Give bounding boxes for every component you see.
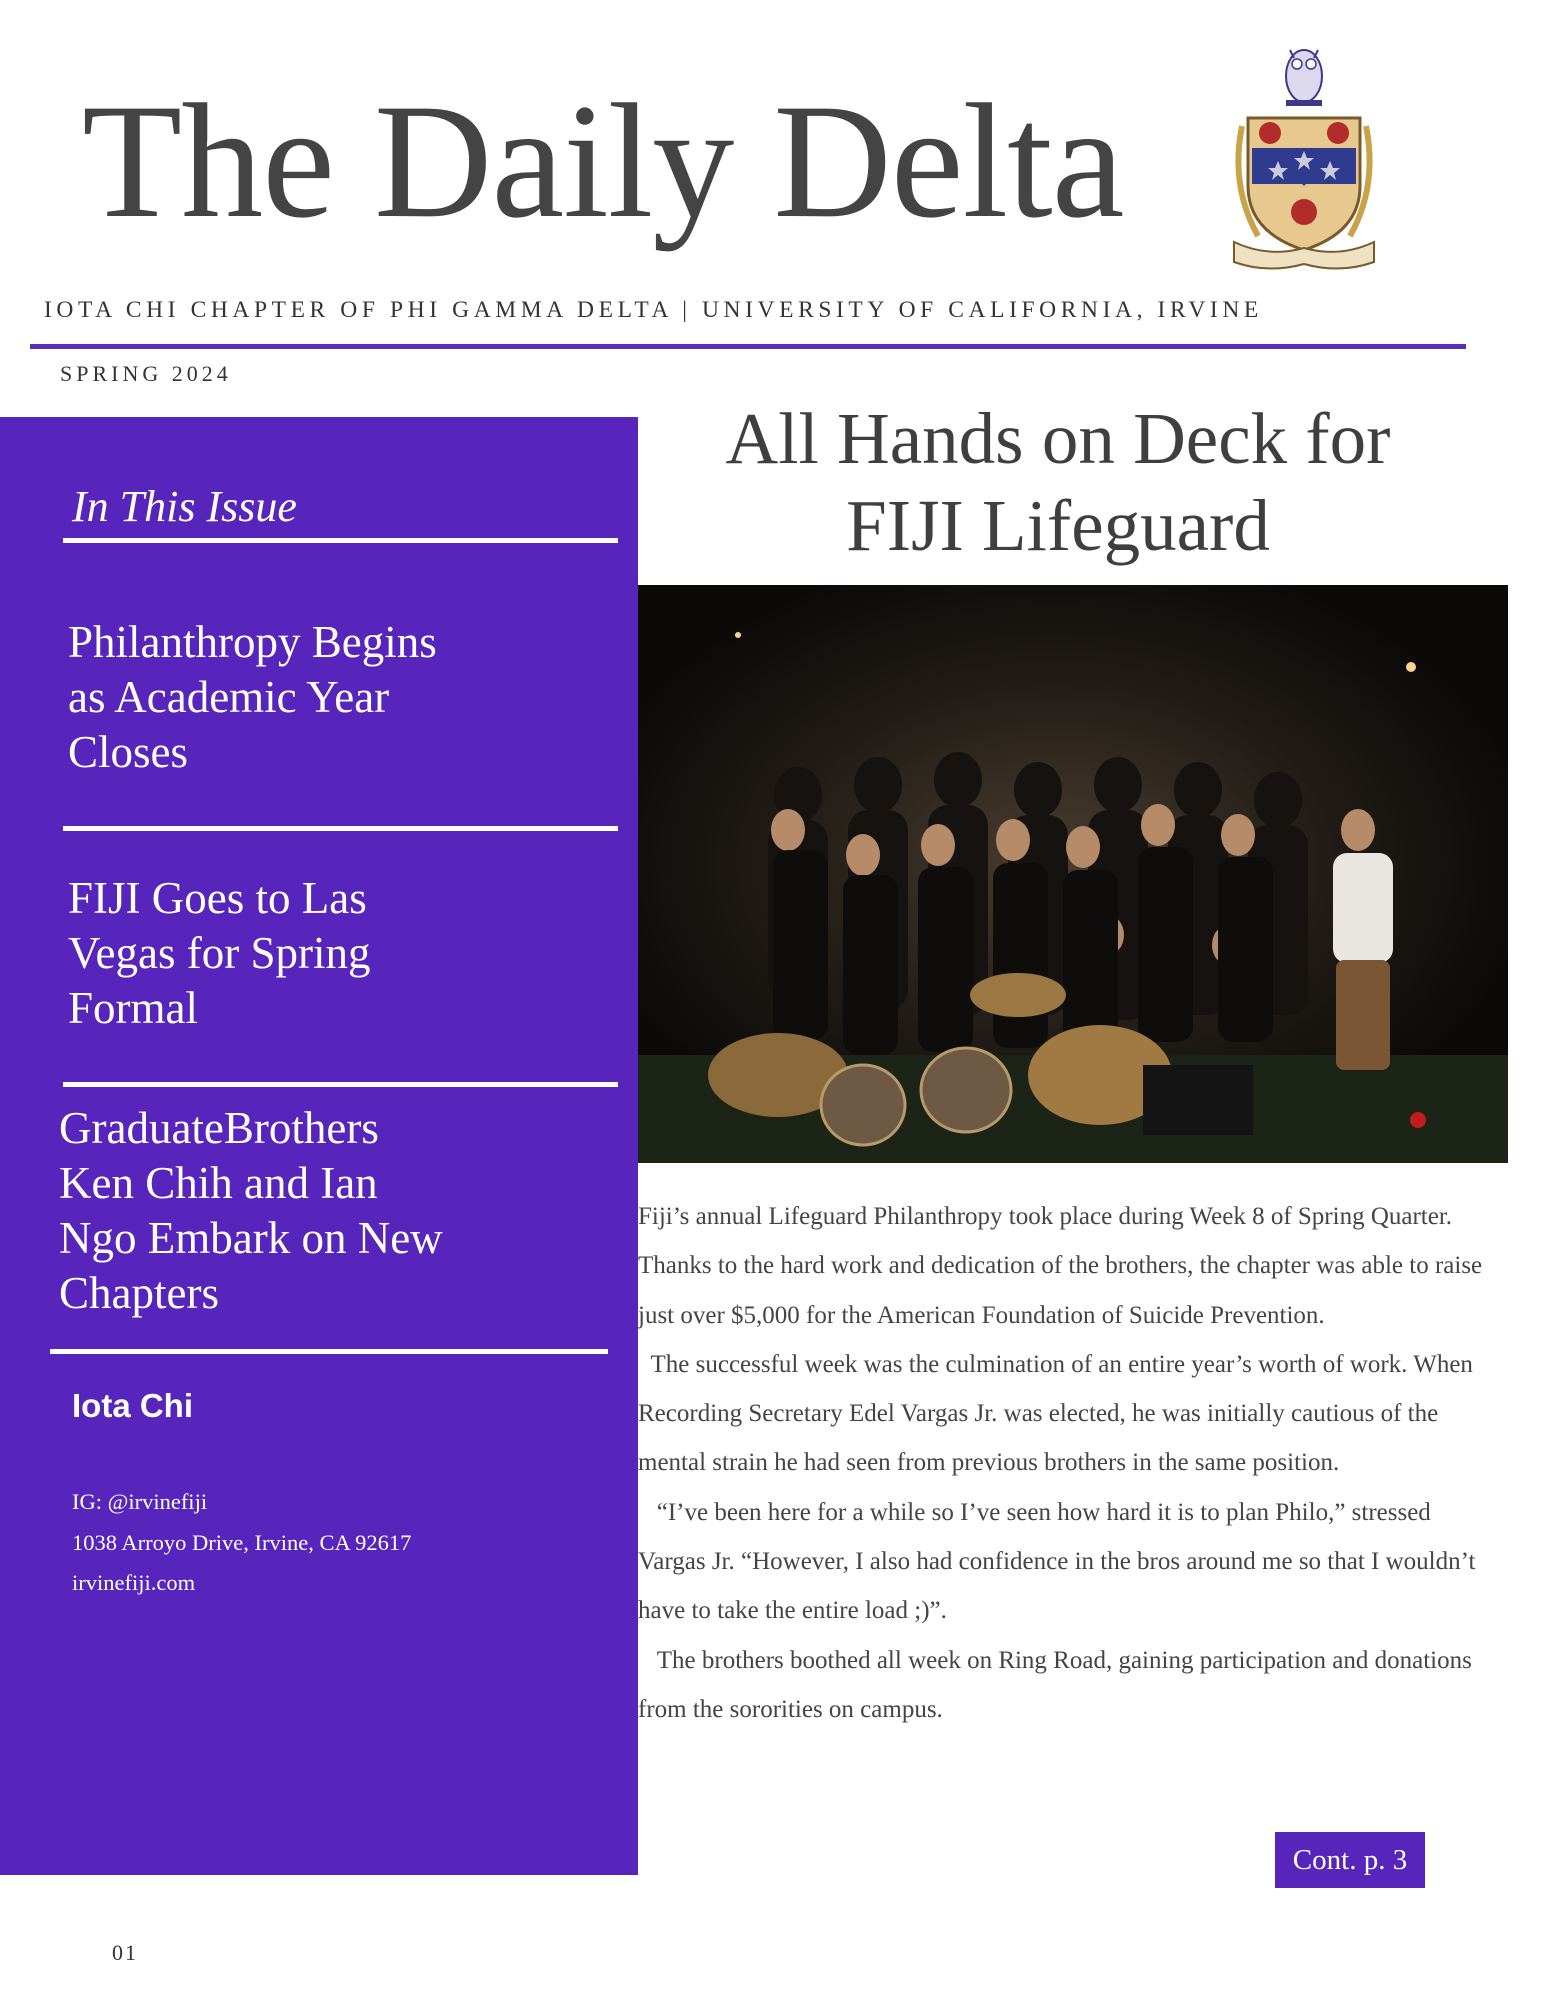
sidebar-divider [63, 826, 618, 831]
sidebar-story-philanthropy[interactable] [68, 615, 437, 780]
story-line: Vegas for Spring [68, 928, 371, 978]
fraternity-crest-icon [1228, 36, 1380, 274]
story-line: GraduateBrothers [59, 1103, 379, 1153]
instagram-handle[interactable]: IG: @irvinefiji [72, 1489, 208, 1514]
sidebar-story-las-vegas[interactable] [68, 871, 370, 1036]
website-link[interactable]: irvinefiji.com [72, 1570, 196, 1595]
chapter-subtitle: IOTA CHI CHAPTER OF PHI GAMMA DELTA | UNIVERSITY OF CALIFORNIA, IRVINE [44, 297, 1263, 323]
story-line: FIJI Goes to Las [68, 873, 367, 923]
group-photo-illustration [638, 585, 1508, 1163]
article-paragraph: Fiji’s annual Lifeguard Philanthropy took place during Week 8 of Spring Quarter. Thanks to the hard work and dedication of the brothers, the chapter was able to raise just over $5,000 for the American Foundation of Suicide Prevention. [638, 1203, 1483, 1329]
story-line: Ken Chih and Ian [59, 1158, 378, 1208]
in-this-issue-sidebar [0, 417, 638, 1875]
sidebar-divider [63, 538, 618, 543]
article-photo [638, 585, 1508, 1163]
story-line: Formal [68, 983, 198, 1033]
continued-page-link[interactable]: Cont. p. 3 [1275, 1832, 1425, 1888]
story-line: as Academic Year [68, 672, 390, 722]
story-line: Closes [68, 727, 189, 777]
headline-line: FIJI Lifeguard [846, 485, 1270, 566]
newsletter-title: The Daily Delta [82, 71, 1124, 252]
sidebar-story-graduate-brothers[interactable] [59, 1101, 443, 1321]
article-paragraph: “I’ve been here for a while so I’ve seen how hard it is to plan Philo,” stressed Vargas Jr. “However, I also had confidence in the bros around me so that I wouldn’t have to take the entire load ;)”. [638, 1498, 1482, 1625]
header-divider [30, 344, 1466, 349]
story-line: Ngo Embark on New [59, 1213, 443, 1263]
story-line: Philanthropy Begins [68, 617, 437, 667]
sidebar-divider [50, 1349, 608, 1354]
story-line: Chapters [59, 1268, 219, 1318]
chapter-name: Iota Chi [72, 1387, 193, 1424]
page-number: 01 [112, 1940, 138, 1965]
sidebar-divider [63, 1082, 618, 1087]
article-paragraph: The brothers boothed all week on Ring Road, gaining participation and donations from the sororities on campus. [638, 1646, 1479, 1723]
issue-season: SPRING 2024 [60, 361, 232, 386]
article-paragraph: The successful week was the culmination of an entire year’s worth of work. When Recording Secretary Edel Vargas Jr. was elected, he was initially cautious of the mental strain he had seen from previous brothers in the same position. [638, 1350, 1480, 1477]
article-body [638, 1192, 1488, 1734]
chapter-address: 1038 Arroyo Drive, Irvine, CA 92617 [72, 1530, 412, 1555]
in-this-issue-heading: In This Issue [72, 482, 297, 531]
headline-line: All Hands on Deck for [725, 398, 1391, 479]
article-headline [638, 395, 1478, 569]
